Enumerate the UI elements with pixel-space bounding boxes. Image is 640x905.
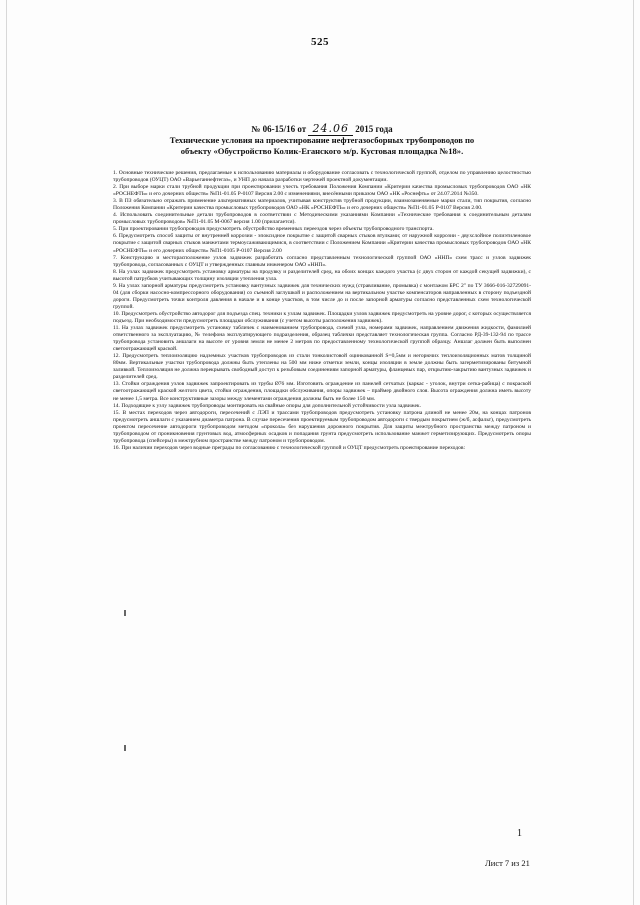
clause-4: 4. Использовать соединительные детали трубопроводов в соответствии с Методическими указаниями Компании «Технические требования к соединительным деталям промысловых трубопроводов» №П1-01.05 М-0067 версия 1.00 (прилагается). <box>113 212 531 226</box>
document-body <box>113 170 531 452</box>
clause-1: 1. Основные технические решения, предлагаемые к использованию материалы и оборудование согласовать с технологической группой, отделом по управлению целостностью трубопроводов (ОУЦТ) ОАО «Варьеганнефтегаз», и УНП до начала разработки чертежей проектной документации. <box>113 170 531 184</box>
page-number: 525 <box>311 36 329 48</box>
sheet-mark: 1 <box>517 828 522 839</box>
scan-edge-left <box>6 0 7 905</box>
title-line-3: объекту «Обустройство Колик-Еганского м/р. Кустовая площадка №18». <box>180 146 464 156</box>
clause-10: 10. Предусмотреть обустройство автодорог для подъезда спец. техники к узлам задвижек. Площадки узлов задвижек предусмотреть на уровне дорог, с которых осуществляется подъезд. При необходимости предусмотреть площадки обслуживания (с учетом высоты расположения задвижек). <box>113 310 531 324</box>
clause-6: 6. Предусмотреть способ защиты от внутренней коррозии - эпоксидное покрытие с защитой сварных стыков втулками; от наружной коррозии - двухслойное полиэтиленовое покрытие с защитой сварных стыков манжетами термоусаживающимися, в соответствии с Положением Компании «Критерии качества промысловых трубопроводов ОАО «НК «РОСНЕФТЬ» и его дочерних обществ» №П1-0105 Р-0107 Версия 2.00 <box>113 233 531 254</box>
document-year: 2015 года <box>355 124 393 134</box>
title-line-1 <box>112 123 532 135</box>
clause-11: 11. На узлах задвижек предусмотреть установку табличек с наименованием трубопровода, схемой узла, номерами задвижек, направлением движения жидкости, фамилией ответственного за эксплуатацию, № телефона эксплуатирующего подразделения, образец таблички представляет технологическая группа. Согласно РД-39-132-94 по трассе трубопровода установить аншлаги на высоте от уровня земли не менее 2 метров по предоставленному технологической группой образцу. Аншлаг должен быть выполнен светоотражающей краской. <box>113 325 531 353</box>
document-title <box>112 123 532 157</box>
title-line-2: Технические условия на проектирование нефтегазосборных трубопроводов по <box>169 135 475 145</box>
clause-7: 7. Конструкцию и месторасположение узлов задвижек разработать согласно представленным технологической группой ОАО «ННП» схем трасс и узлов задвижек трубопровода, согласованных с ОУЦТ и утвержденных главным инженером ОАО «ННП». <box>113 254 531 268</box>
handwritten-date: 24.06 <box>308 122 353 136</box>
clause-15: 15. В местах переходов через автодороги, пересечений с ЛЭП и трассами трубопроводов предусмотреть установку патрона длиной не менее 20м, на концах патронов предусмотреть аншлаги с указанием диаметра патрона. В случае пересечения проектируемым трубопроводом автодороги с твердым покрытием (ж/б, асфальт), предусмотреть проектом пересечение автодороги трубопроводом методом «прокола» без нарушения дорожного покрытия. Для защиты межтрубного пространства между патроном и трубопроводом от проникновения грунтовых вод, атмосферных осадков и попадания грунта предусмотреть использование манжет герметизирующих. Предусмотреть опоры трубопровода (спейсеры) в межтрубном пространстве между патроном и трубопроводом. <box>113 409 531 444</box>
clause-5: 5. При проектировании трубопроводов предусмотреть обустройство временных переездов через объекты трубопроводного транспорта. <box>113 226 434 233</box>
clause-9: 9. На узлах запорной арматуры предусмотреть установку вантузных задвижек для технических нужд (стравливание, промывка) с монтажом БРС 2" по ТУ 3666-016-32729091-04 (для сборки насосно-компрессорного оборудования) со съемной заглушкой и расположением на вертикальном участке компенсаторов направленных в сторону подъездной дороги. Предусмотреть точки контроля давления в начале и в конце участков, в том числе до и после запорной арматуры согласно представленных схем технологической группой. <box>113 282 531 310</box>
scan-edge-right <box>633 0 634 905</box>
sheet-counter: Лист 7 из 21 <box>485 858 530 868</box>
clause-8: 8. На узлах задвижек предусмотреть установку арматуры на продувку и разделителей сред, на обоих концах каждого участка (с двух сторон от каждой секущей задвижки), с высотой патрубков учитывающих толщину изоляции утепления узла. <box>113 268 531 282</box>
clause-3: 3. В ПЗ обязательно отражать применение альтернативных материалов, учитывая конструктив трубной продукции, взаимозаменяемые марки стали, тип покрытия, согласно Положения Компании «Критерии качества промысловых трубопроводов ОАО «НК «РОСНЕФТЬ» и его дочерних обществ» №П1-01.05 Р-0107 Версия 2.00. <box>113 198 531 212</box>
document-number: № 06-15/16 от <box>251 124 307 134</box>
scan-mark <box>124 745 126 751</box>
clause-12: 12. Предусмотреть теплоизоляцию надземных участков трубопроводов из стали тонколистовой оцинкованной S=0,5мм и негорючих теплоизоляционных матов толщиной 80мм. Вертикальные участки трубопровода должны быть утеплены на 500 мм ниже отметки земли, концы изоляции в земле должны быть загерметизированы битумной заливкой. Теплоизоляция не должна перекрывать свободный доступ к резьбовым соединениям запорной арматуры, фланцевых пар, открытию-закрытию вантузных задвижек и разделителей сред. <box>113 353 531 381</box>
scan-mark <box>124 610 126 616</box>
clause-16: 16. При наличии переходов через водные преграды по согласованию с технологической группой и ОУЦТ предусмотреть проектирование переходов: <box>113 444 466 451</box>
clause-2: 2. При выборе марки стали трубной продукции при проектировании учесть требования Положения Компании «Критерии качества промысловых трубопроводов ОАО «НК «РОСНЕФТЬ» и его дочерних обществ» №П1-01.05 Р-0107 Версия 2.00 с изменениями, внесёнными приказом ОАО «НК «Роснефть» от 24.07.2014 №350. <box>113 184 531 198</box>
clause-14: 14. Подходящие к узлу задвижек трубопроводы монтировать на свайные опоры для дополнительной устойчивости узла задвижек. <box>113 402 422 409</box>
clause-13: 13. Стойки ограждения узлов задвижек запроектировать из трубы Ø76 мм. Изготовить ограждение из панелей сетчатых (каркас - уголок, внутри сетка-рабица) с покраской светоотражающей краской желтого цвета, стойки ограждения, площадки обслуживания, опоры задвижек – праймер двойного слоя. Высота ограждения должна иметь высоту не менее 1,5 метра. Все конструктивные зазоры между элементами ограждения должны быть не более 150 мм. <box>113 381 531 402</box>
